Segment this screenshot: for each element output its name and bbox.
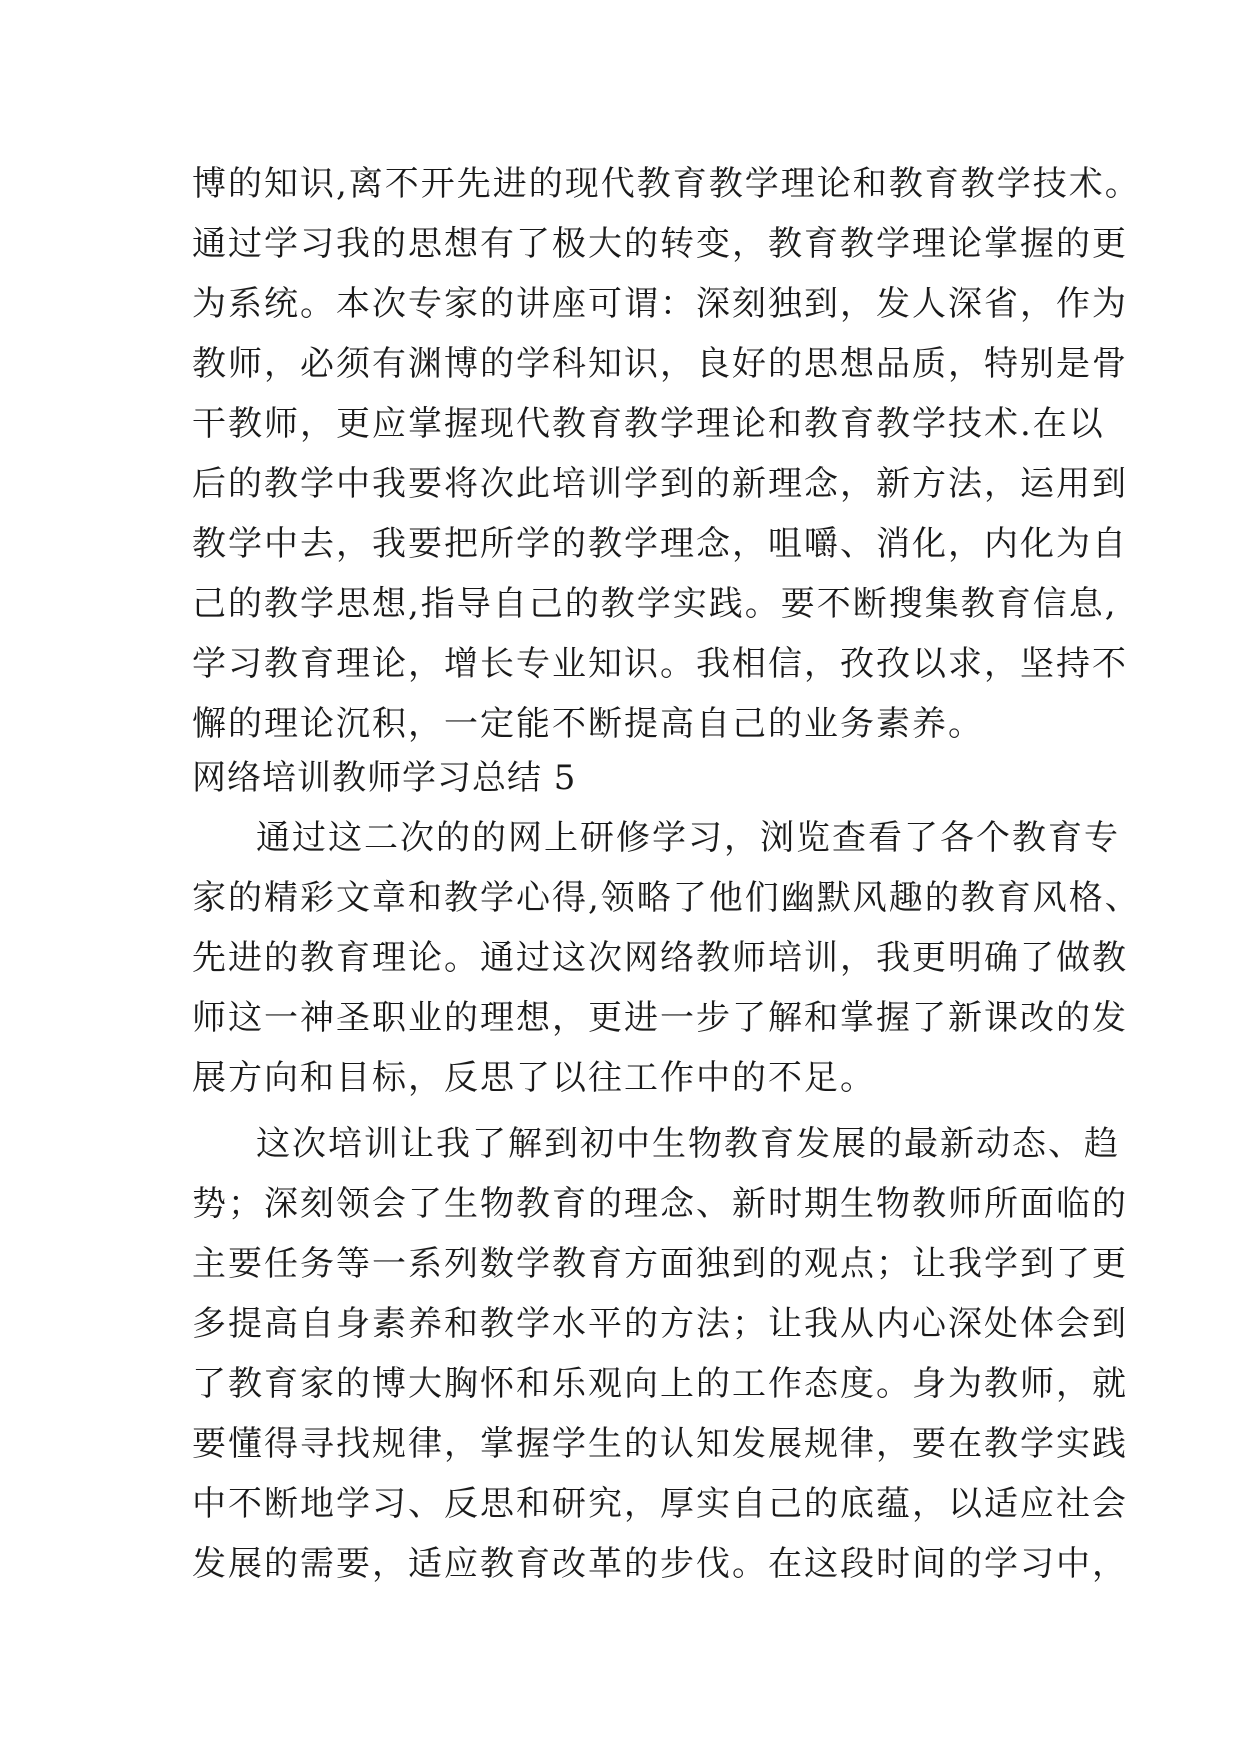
text-line: 了教育家的博大胸怀和乐观向上的工作态度。身为教师，就 (192, 1364, 1128, 1404)
text-line: 中不断地学习、反思和研究，厚实自己的底蕴，以适应社会 (192, 1484, 1128, 1524)
paragraph-first-line: 这次培训让我了解到初中生物教育发展的最新动态、趋 (256, 1124, 1120, 1164)
text-line: 教学中去，我要把所学的教学理念，咀嚼、消化，内化为自 (192, 524, 1128, 564)
text-line: 家的精彩文章和教学心得,领略了他们幽默风趣的教育风格、 (192, 878, 1141, 918)
text-line: 己的教学思想,指导自己的教学实践。要不断搜集教育信息, (192, 584, 1118, 624)
text-line: 要懂得寻找规律，掌握学生的认知发展规律，要在教学实践 (192, 1424, 1128, 1464)
text-line: 学习教育理论，增长专业知识。我相信，孜孜以求，坚持不 (192, 644, 1128, 684)
text-line: 展方向和目标，反思了以往工作中的不足。 (192, 1058, 876, 1098)
text-line: 先进的教育理论。通过这次网络教师培训，我更明确了做教 (192, 938, 1128, 978)
text-line: 干教师，更应掌握现代教育教学理论和教育教学技术.在以 (192, 404, 1105, 444)
text-line: 为系统。本次专家的讲座可谓：深刻独到，发人深省，作为 (192, 284, 1128, 324)
paragraph-first-line: 通过这二次的的网上研修学习，浏览查看了各个教育专 (256, 818, 1120, 858)
text-line: 懈的理论沉积，一定能不断提高自己的业务素养。 (192, 704, 984, 744)
text-line: 通过学习我的思想有了极大的转变，教育教学理论掌握的更 (192, 224, 1128, 264)
text-line: 主要任务等一系列数学教育方面独到的观点；让我学到了更 (192, 1244, 1128, 1284)
text-line: 博的知识,离不开先进的现代教育教学理论和教育教学技术。 (192, 164, 1141, 204)
text-line: 师这一神圣职业的理想，更进一步了解和掌握了新课改的发 (192, 998, 1128, 1038)
text-line: 发展的需要，适应教育改革的步伐。在这段时间的学习中， (192, 1544, 1128, 1584)
text-line: 后的教学中我要将次此培训学到的新理念，新方法，运用到 (192, 464, 1128, 504)
text-line: 势；深刻领会了生物教育的理念、新时期生物教师所面临的 (192, 1184, 1128, 1224)
text-line: 教师，必须有渊博的学科知识，良好的思想品质，特别是骨 (192, 344, 1128, 384)
section-heading: 网络培训教师学习总结 5 (192, 758, 577, 798)
text-line: 多提高自身素养和教学水平的方法；让我从内心深处体会到 (192, 1304, 1128, 1344)
